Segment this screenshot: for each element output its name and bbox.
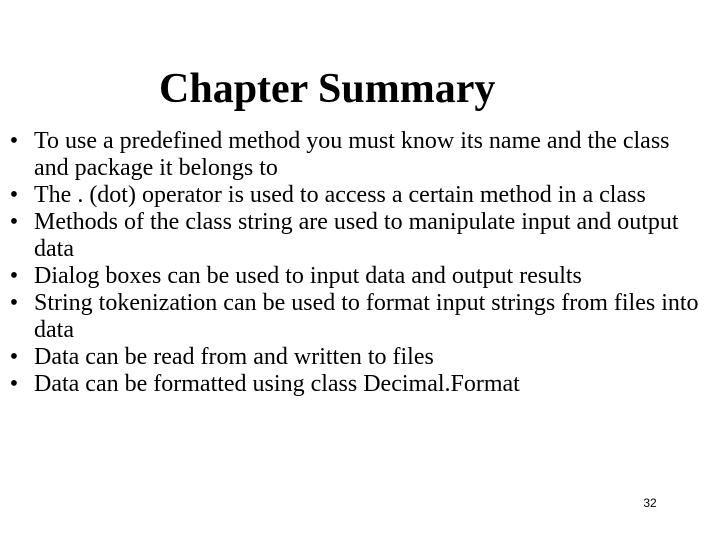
bullet-item: [0, 290, 700, 344]
bullet-text: The . (dot) operator is used to access a certain method in a class: [34, 182, 646, 208]
bullet-icon: •: [9, 344, 19, 370]
bullet-item: [0, 182, 700, 209]
bullet-item: [0, 209, 700, 263]
bullet-text: Data can be read from and written to files: [34, 344, 434, 370]
bullet-icon: •: [9, 182, 19, 208]
page-number: 32: [643, 496, 657, 510]
bullet-icon: •: [9, 209, 19, 235]
bullet-item: [0, 263, 700, 290]
bullet-item: [0, 344, 700, 371]
bullet-text: Data can be formatted using class Decimal.Format: [34, 371, 520, 397]
bullet-list: [0, 128, 700, 398]
bullet-icon: •: [9, 128, 19, 154]
bullet-text: Dialog boxes can be used to input data and output results: [34, 263, 582, 289]
bullet-icon: •: [9, 371, 19, 397]
slide-title: Chapter Summary: [159, 66, 496, 112]
bullet-icon: •: [9, 290, 19, 316]
bullet-icon: •: [9, 263, 19, 289]
bullet-text: String tokenization can be used to format input strings from files into data: [34, 290, 699, 343]
bullet-text: To use a predefined method you must know its name and the class and package it belongs to: [34, 128, 670, 181]
bullet-text: Methods of the class string are used to manipulate input and output data: [34, 209, 679, 262]
bullet-item: [0, 371, 700, 398]
bullet-item: [0, 128, 700, 182]
